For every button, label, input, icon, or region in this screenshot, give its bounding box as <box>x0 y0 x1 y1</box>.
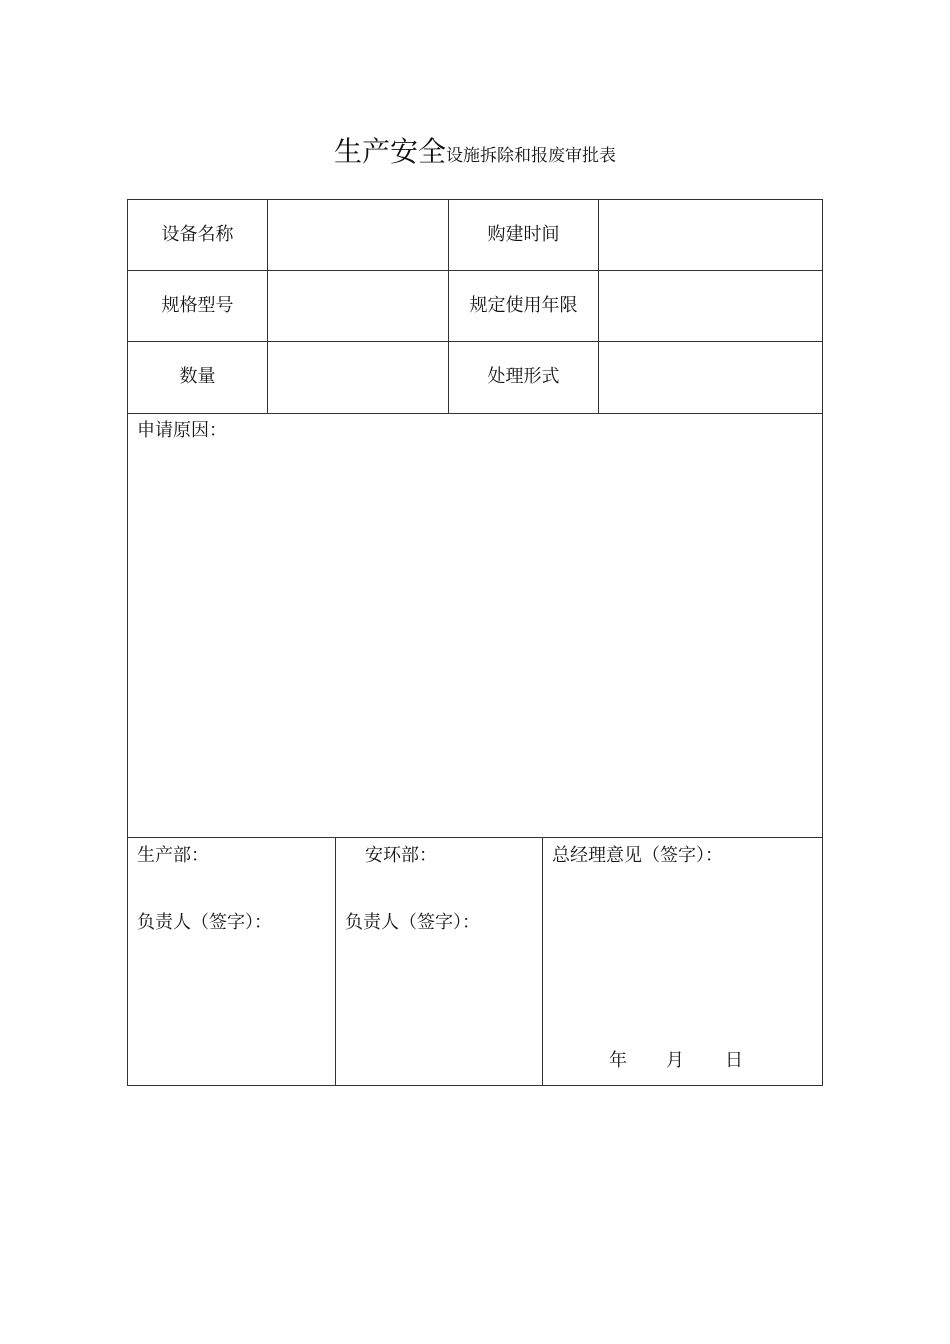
row-divider-4 <box>128 837 822 838</box>
spec-model-field[interactable] <box>268 271 448 341</box>
disposal-method-field[interactable] <box>599 342 822 413</box>
row-divider-3 <box>128 413 822 414</box>
production-signer-label: 负责人（签字）： <box>137 912 272 933</box>
reason-field[interactable] <box>128 440 822 836</box>
spec-model-label: 规格型号 <box>161 295 234 316</box>
date-year-label: 年 <box>609 1050 627 1071</box>
document-title <box>0 130 950 170</box>
quantity-label: 数量 <box>179 366 216 387</box>
gm-opinion-label: 总经理意见（签字）： <box>552 845 723 866</box>
equipment-name-label: 设备名称 <box>161 224 234 245</box>
approval-divider-2 <box>542 837 543 1085</box>
title-main: 生产安全 <box>333 135 446 168</box>
production-dept-label: 生产部： <box>137 845 209 866</box>
title-sub: 设施拆除和报废审批表 <box>446 146 616 166</box>
quantity-field[interactable] <box>268 342 448 413</box>
date-month-label: 月 <box>666 1050 684 1071</box>
service-life-label: 规定使用年限 <box>469 295 578 316</box>
reason-label: 申请原因： <box>137 420 227 441</box>
service-life-field[interactable] <box>599 271 822 341</box>
approval-form-table <box>127 199 823 1086</box>
safety-signer-label: 负责人（签字）： <box>345 912 480 933</box>
equipment-name-field[interactable] <box>268 200 448 270</box>
purchase-time-label: 购建时间 <box>487 224 560 245</box>
approval-divider-1 <box>335 837 336 1085</box>
safety-dept-label: 安环部： <box>365 845 437 866</box>
date-day-label: 日 <box>725 1050 743 1071</box>
purchase-time-field[interactable] <box>599 200 822 270</box>
disposal-method-label: 处理形式 <box>487 366 560 387</box>
